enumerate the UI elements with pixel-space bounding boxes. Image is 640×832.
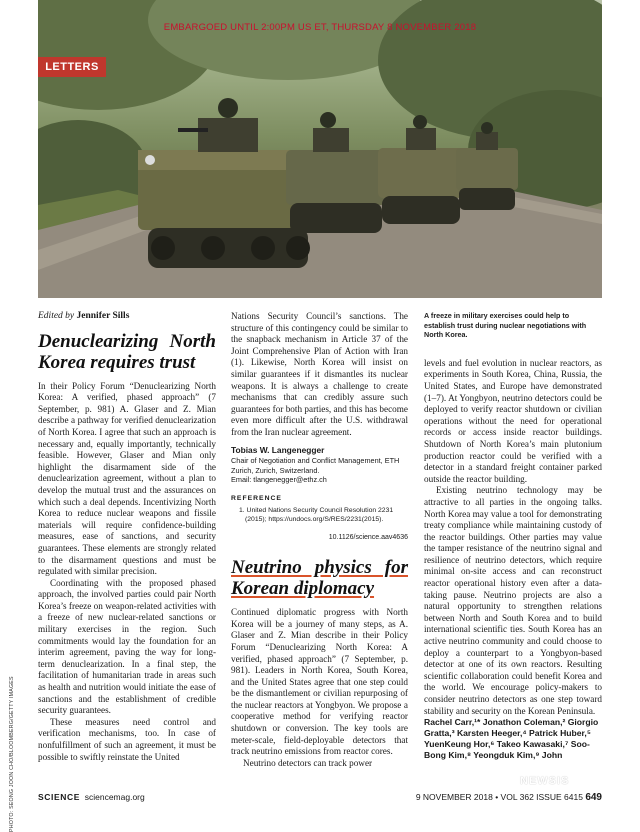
armored-vehicles-illustration: [38, 0, 602, 298]
letter2-paragraph-3: Existing neutrino technology may be attractive to all parties in the ongoing talks. North Korea may value a tool for demonstrating treaty compliance while maintaining custody of the reactor buildings. Other parties may value the tamper resistance of the neutrino signal and resilience of neutrino detectors, which require minimal on-site access and can reconstruct reactor operational history even after a data-taking pause. Neutrino projects are also a natural opportunity to strengthen relations between North and South Korea and to build international scientific ties. South Korea has an active neutrino community and could choose to deploy a counterpart to a Yongbyon-based detector at one of its own reactors. Resulting scientific collaboration could benefit Korea and the world. We encourage policy-makers to consider neutrino detectors as one step toward stability and security on the Korean Peninsula.: [424, 485, 602, 716]
issue-date: 9 NOVEMBER 2018: [415, 792, 493, 802]
military-photo: [38, 0, 602, 298]
issue-volume: • VOL 362 ISSUE 6415: [495, 792, 583, 802]
footer-journal: [38, 792, 145, 802]
headline-denuclearizing: Denuclearizing North Korea requires trust: [38, 330, 216, 373]
letter2-authors: Rachel Carr,¹* Jonathon Coleman,² Giorgio Gratta,³ Karsten Heeger,⁴ Patrick Huber,⁵ YuenKeung Hor,⁶ Takeo Kawasaki,⁷ Soo-Bong Kim,⁸ Yeongduk Kim,⁹ John: [424, 717, 599, 761]
letter2-paragraph-2-cont: levels and fuel evolution in nuclear reactors, as experiments in South Korea, China, Russia, the United States, and Europe have demonstrated (1–7). At Yongbyon, neutrino detectors could be deployed to verify reactor shutdown or civilian operations without the need for operational records or access inside reactor buildings. Shutdown of North Korea’s main plutonium production reactor could be verified with a detector in a standard freight container parked outside the reactor building.: [424, 357, 602, 484]
photo-caption: A freeze in military exercises could help to establish trust during nuclear negotiations with North Korea.: [424, 311, 587, 340]
embargo-notice: EMBARGOED UNTIL 2:00PM US ET, THURSDAY 8 NOVEMBER 2018: [163, 22, 477, 33]
photo-credit: PHOTO: SEONG JOON CHO/BLOOMBERG/GETTY IMAGES: [9, 676, 15, 832]
letter1-author: Tobias W. Langenegger: [231, 444, 325, 455]
page-number: 649: [585, 792, 602, 803]
editor-name: Jennifer Sills: [76, 311, 130, 321]
letter1-paragraph-3: These measures need control and verification mechanisms, too. In case of nonfulfillment of such an agreement, it must be possible to swiftly reinstate the United: [38, 716, 216, 762]
letter1-affiliation: Chair of Negotiation and Conflict Management, ETH Zurich, Zurich, Switzerland.: [231, 456, 400, 475]
letter1-paragraph-2: Coordinating with the proposed phased approach, the involved parties could pair North Korea’s freeze on weapon-related activities with a freeze of new nuclear-related sanctions or military exercises in the region. Such commitments would lay the foundation for an interim agreement, paving the way for long-term denuclearization. In a final step, the facilitation of humanitarian trade in areas such as health and nutrition would initiate the ease of sanctions and the establishment of credible security guarantees.: [38, 577, 216, 716]
letter1-email[interactable]: Email: tlangenegger@ethz.ch: [231, 474, 327, 484]
journal-site[interactable]: sciencemag.org: [84, 792, 145, 802]
headline-neutrino: Neutrino physics for Korean diplomacy: [231, 557, 408, 600]
column-1: [38, 311, 216, 763]
letter1-paragraph-4: Nations Security Council’s sanctions. The structure of this contingency could be similar to the snapback mechanism in Article 37 of the Joint Comprehensive Plan of Action with Iran (1). Likewise, North Korea will insist on similar guarantees if it dismantles its nuclear weapons. It is always a challenge to create mechanisms that can credibly assure such guarantees for both parties, and this has become even more difficult after the U.S. withdrawal from the Iran nuclear agreement.: [231, 311, 408, 437]
watermark: NEWSIS: [520, 775, 570, 787]
reference-heading: REFERENCE: [231, 495, 282, 503]
letter1-paragraph-1: In their Policy Forum “Denuclearizing North Korea: A verified, phased approach” (7 September, p. 981) A. Glaser and Z. Mian describe a pathway for verified denuclearization of North Korea. I agree that such an approach is necessary and, equally importantly, technically feasible. However, Glaser and Mian only highlight the disarmament side of the denuclearization agreement, without a plan to develop the mutual trust and the assurances on which such a deal depends. Incentivizing North Korea to reduce nuclear weapons and fissile materials will require confidence-building measures, ease of sanctions, and security guarantees. These elements are strongly related to the disarmament questions and must be regulated with similar precision.: [38, 380, 216, 577]
journal-name: SCIENCE: [38, 792, 80, 802]
editor-line: Edited by Jennifer Sills: [38, 311, 130, 321]
letter2-paragraph-1: Continued diplomatic progress with North Korea will be a journey of many steps, as A. Glaser and Z. Mian describe in their Policy Forum “Denuclearizing North Korea: A verified, phased approach” (7 September, p. 981). Leaders in North Korea, South Korea, and the United States agree that one step could be the dismantlement or civilian repurposing of the nuclear reactors at Yongbyon. We propose a cooperative method for verifying reactor shutdown or conversion. The key tools are meter-scale, field-deployable detectors that track neutrino emissions from reactor cores.: [231, 607, 408, 757]
footer-issue: [416, 792, 602, 803]
section-tag-letters: LETTERS: [38, 57, 106, 77]
reference-item[interactable]: 1. United Nations Security Council Resolution 2231 (2015); https://undocs.org/S/RES/2231(2015).: [239, 506, 394, 523]
column-2: [231, 311, 408, 769]
column-3: [424, 311, 602, 761]
letter2-paragraph-2-start: Neutrino detectors can track power: [243, 757, 373, 768]
letter1-doi[interactable]: 10.1126/science.aav4636: [328, 533, 408, 541]
